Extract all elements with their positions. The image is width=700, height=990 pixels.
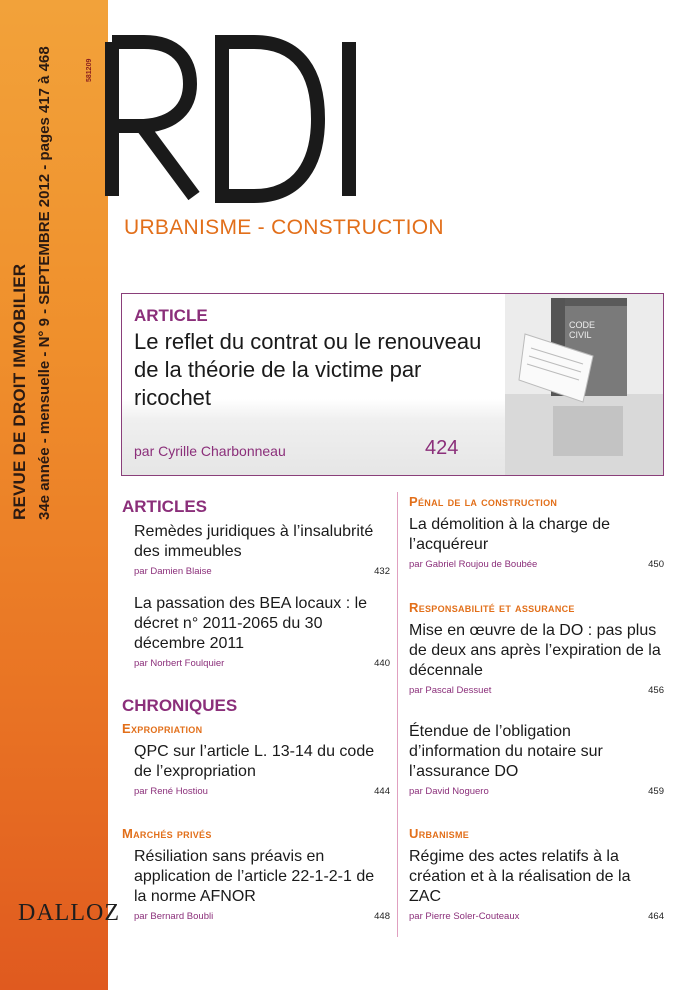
category-heading: Responsabilité et assurance [409,600,575,615]
chroniques-heading: CHRONIQUES [122,696,238,715]
spine-journal-name: REVUE DE DROIT IMMOBILIER [10,263,29,520]
article-meta [122,911,390,925]
category-heading: Expropriation [122,721,203,736]
chronique-entry[interactable] [409,722,664,800]
article-author: par David Noguero [409,786,489,797]
article-entry[interactable] [122,594,390,672]
article-title: La démolition à la charge de l’acquéreur [409,516,611,553]
feature-author: par Cyrille Charbonneau [134,443,286,459]
chroniques-section [122,696,390,716]
feature-title: Le reflet du contrat ou le renouveau de la théorie de la victime par ricochet [134,329,482,410]
article-title: La passation des BEA locaux : le décret n° 2011-2065 du 30 décembre 2011 [134,595,368,652]
article-author: par Bernard Boubli [134,911,214,922]
chronique-entry[interactable] [122,826,390,925]
spine-code: 581209 [86,58,93,82]
article-title: Étendue de l’obligation d’information du notaire sur l’assurance DO [409,723,603,780]
article-meta [409,685,664,699]
cover-subtitle: URBANISME - CONSTRUCTION [124,216,444,239]
article-author: par Damien Blaise [134,566,212,577]
category-heading: Urbanisme [409,826,470,841]
article-page-number: 440 [374,658,390,669]
category-heading: Marchés privés [122,826,212,841]
spine-text [10,40,53,520]
svg-text:CIVIL: CIVIL [569,330,592,340]
feature-kicker: ARTICLE [134,306,208,325]
column-divider [397,492,398,937]
article-author: par Pascal Dessuet [409,685,492,696]
article-meta [409,911,664,925]
article-meta [409,786,664,800]
publisher-logo: DALLOZ [18,900,120,926]
article-title: Résiliation sans préavis en application de l’article 22-1-2-1 de la norme AFNOR [134,848,375,905]
chronique-entry[interactable] [409,494,664,573]
svg-text:CODE: CODE [569,320,596,330]
article-page-number: 456 [648,685,664,696]
articles-heading: ARTICLES [122,497,207,516]
article-page-number: 432 [374,566,390,577]
article-author: par Pierre Soler-Couteaux [409,911,520,922]
article-author: par René Hostiou [134,786,208,797]
cover-spine [0,0,120,990]
article-page-number: 464 [648,911,664,922]
article-title: Mise en œuvre de la DO : pas plus de deux ans après l’expiration de la décennale [409,622,661,679]
articles-section [122,497,390,517]
code-civil-book-illustration [505,294,663,475]
rdi-logo [104,34,364,204]
featured-article-box[interactable] [121,293,664,476]
category-heading: Pénal de la construction [409,494,558,509]
article-meta [409,559,664,573]
article-page-number: 444 [374,786,390,797]
article-meta [122,786,390,800]
spine-issue-info: 34e année - mensuelle - N° 9 - SEPTEMBRE 2012 - pages 417 à 468 [36,46,53,520]
chronique-entry[interactable] [409,826,664,925]
article-page-number: 448 [374,911,390,922]
article-entry[interactable] [122,522,390,580]
article-page-number: 459 [648,786,664,797]
article-title: QPC sur l’article L. 13-14 du code de l’expropriation [134,743,375,780]
chronique-entry[interactable] [409,600,664,699]
article-meta [122,566,390,580]
article-author: par Norbert Foulquier [134,658,225,669]
article-page-number: 450 [648,559,664,570]
article-author: par Gabriel Roujou de Boubée [409,559,538,570]
feature-page-number: 424 [425,437,459,459]
article-title: Remèdes juridiques à l’insalubrité des immeubles [134,523,374,560]
chronique-entry[interactable] [122,721,390,800]
article-meta [122,658,390,672]
article-title: Régime des actes relatifs à la création et à la réalisation de la ZAC [409,848,631,905]
